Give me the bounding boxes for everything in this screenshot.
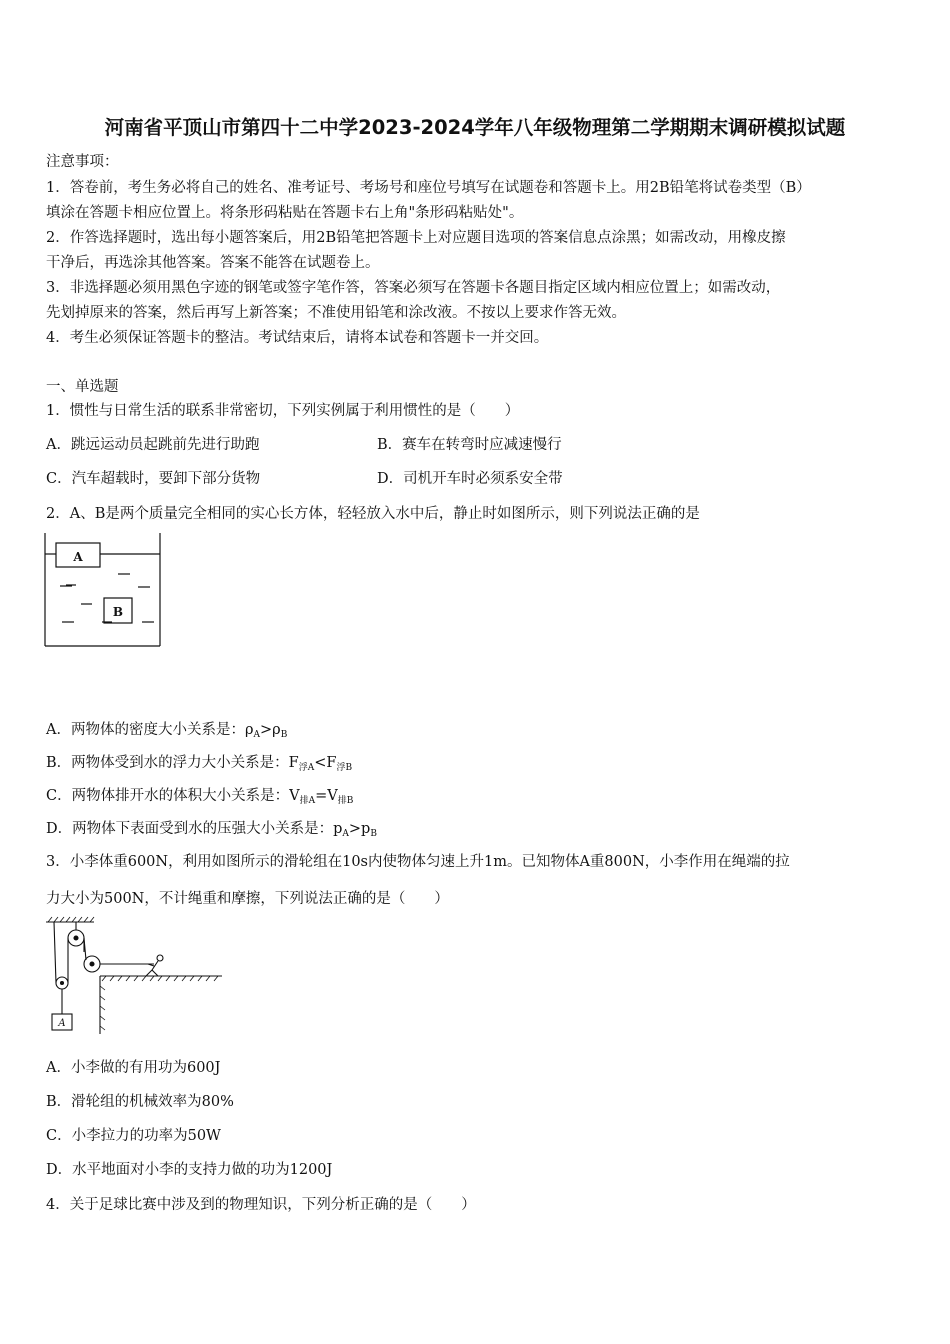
notice-line: 填涂在答题卡相应位置上。将条形码粘贴在答题卡右上角"条形码粘贴处"。 (46, 205, 524, 221)
q3-option-a: A．小李做的有用功为600J (46, 1060, 221, 1076)
q1-option-b: B．赛车在转弯时应减速慢行 (377, 437, 562, 453)
q2-option-b: B．两物体受到水的浮力大小关系是：$F_{浮A}<F_{浮B}$ (46, 755, 353, 773)
q3-option-d: D．水平地面对小李的支持力做的功为1200J (46, 1162, 333, 1178)
section-heading: 一、单选题 (46, 379, 119, 395)
q4-stem: 4．关于足球比赛中涉及到的物理知识，下列分析正确的是（ ） (46, 1197, 476, 1213)
notice-line: 4．考生必须保证答题卡的整洁。考试结束后，请将本试卷和答题卡一并交回。 (46, 330, 549, 346)
weight-a-label: A (58, 1018, 66, 1029)
q2-option-c: C．两物体排开水的体积大小关系是：$V_{排A}=V_{排B}$ (46, 788, 354, 806)
notice-line: 2．作答选择题时，选出每小题答案后，用2B铅笔把答题卡上对应题目选项的答案信息点涂黑；如需改动，用橡皮擦 (46, 230, 786, 246)
notice-line: 先划掉原来的答案，然后再写上新答案；不准使用铅笔和涂改液。不按以上要求作答无效。 (46, 305, 626, 321)
q3-stem-line2: 力大小为500N，不计绳重和摩擦，下列说法正确的是（ ） (46, 891, 449, 907)
page-title: 河南省平顶山市第四十二中学2023-2024学年八年级物理第二学期期末调研模拟试题 (104, 116, 846, 139)
q1-stem: 1．惯性与日常生活的联系非常密切，下列实例属于利用惯性的是（ ） (46, 403, 520, 419)
q3-stem-line1: 3．小李体重600N，利用如图所示的滑轮组在10s内使物体匀速上升1m。已知物体A重800N，小李作用在绳端的拉 (46, 854, 790, 870)
q3-option-c: C．小李拉力的功率为50W (46, 1128, 221, 1144)
q1-option-d: D．司机开车时必须系安全带 (377, 471, 563, 487)
notice-line: 3．非选择题必须用黑色字迹的钢笔或签字笔作答，答案必须写在答题卡各题目指定区域内相应位置上；如需改动， (46, 280, 781, 296)
notice-line: 干净后，再选涂其他答案。答案不能答在试题卷上。 (46, 255, 380, 271)
pulley-system-figure (42, 916, 227, 1038)
q1-option-c: C．汽车超载时，要卸下部分货物 (46, 471, 261, 487)
q2-option-a: A．两物体的密度大小关系是：$\rho_A>\rho_B$ (46, 722, 288, 740)
notice-heading: 注意事项： (46, 154, 119, 170)
block-b-label: B (112, 605, 124, 619)
block-a-label: A (73, 550, 83, 564)
notice-line: 1．答卷前，考生务必将自己的姓名、准考证号、考场号和座位号填写在试题卷和答题卡上。用2B铅笔将试卷类型（B） (46, 180, 811, 196)
q2-option-d: D．两物体下表面受到水的压强大小关系是：$p_A>p_B$ (46, 821, 377, 839)
q2-stem: 2．A、B是两个质量完全相同的实心长方体，轻轻放入水中后，静止时如图所示，则下列说法正确的是 (46, 506, 700, 522)
person-figure (146, 955, 163, 976)
q3-option-b: B．滑轮组的机械效率为80% (46, 1094, 234, 1110)
q1-option-a: A．跳远运动员起跳前先进行助跑 (46, 437, 260, 453)
water-tank-figure (40, 530, 166, 650)
